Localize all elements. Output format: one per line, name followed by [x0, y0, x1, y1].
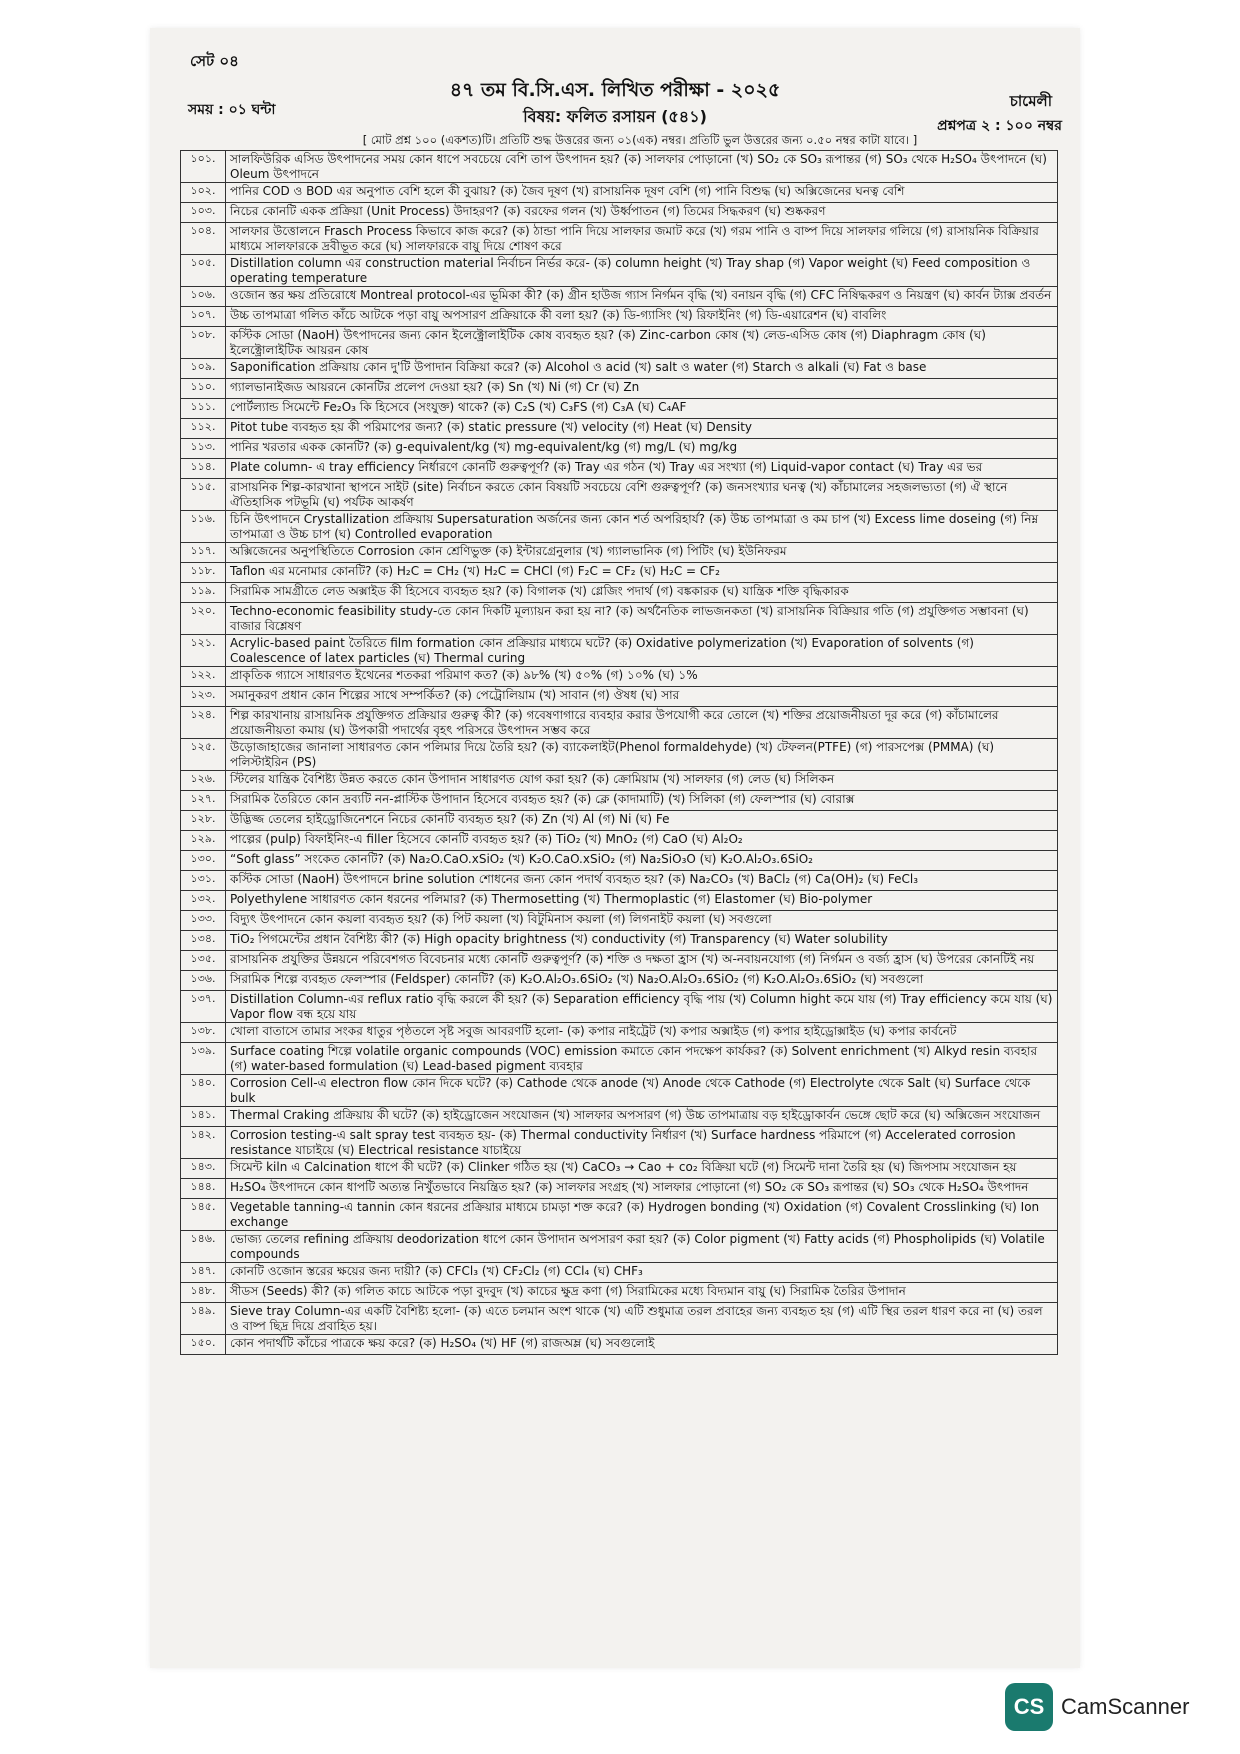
question-row	[181, 635, 1058, 667]
question-text: Surface coating শিল্পে volatile organic compounds (VOC) emission কমাতে কোন পদক্ষেপ কার্যকর? (ক) Solvent enrichment (খ) Alkyd resin ব্যবহার (গ) water-based formulation (ঘ) Lead-based pigment ব্যবহার	[226, 1043, 1058, 1075]
question-row	[181, 379, 1058, 399]
question-row	[181, 151, 1058, 183]
question-text: পানির COD ও BOD এর অনুপাত বেশি হলে কী বুঝায়? (ক) জৈব দূষণ (খ) রাসায়নিক দূষণ বেশি (গ) পানি বিশুদ্ধ (ঘ) অক্সিজেনের ঘনত্ব বেশি	[226, 183, 1058, 203]
question-number: ১৩৯.	[181, 1043, 226, 1075]
camscanner-badge-icon: CS	[1005, 1683, 1053, 1731]
question-number: ১০৫.	[181, 255, 226, 287]
set-number: সেট ০৪	[190, 52, 239, 70]
question-row	[181, 1283, 1058, 1303]
questions-table	[180, 150, 1058, 1355]
question-number: ১৪৯.	[181, 1303, 226, 1335]
question-number: ১৩০.	[181, 851, 226, 871]
question-text: উদ্ভিজ্জ তেলের হাইড্রোজিনেশনে নিচের কোনটি ব্যবহৃত হয়? (ক) Zn (খ) Al (গ) Ni (ঘ) Fe	[226, 811, 1058, 831]
question-text: Acrylic-based paint তৈরিতে film formation কোন প্রক্রিয়ার মাধ্যমে ঘটে? (ক) Oxidative polymerization (খ) Evaporation of solvents (গ) Coalescence of latex particles (ঘ) Thermal curing	[226, 635, 1058, 667]
question-row	[181, 687, 1058, 707]
question-number: ১১০.	[181, 379, 226, 399]
question-text: স্টিলের যান্ত্রিক বৈশিষ্ট্য উন্নত করতে কোন উপাদান সাধারণত যোগ করা হয়? (ক) ক্রোমিয়াম (খ) সালফার (গ) লেড (ঘ) সিলিকন	[226, 771, 1058, 791]
question-row	[181, 479, 1058, 511]
question-row	[181, 1159, 1058, 1179]
question-text: রাসায়নিক প্রযুক্তির উন্নয়নে পরিবেশগত বিবেচনার মধ্যে কোনটি গুরুত্বপূর্ণ? (ক) শক্তি ও দক্ষতা হ্রাস (খ) অ-নবায়নযোগ্য (গ) নির্গমন ও বর্জ্য হ্রাস (ঘ) উপরের কোনটিই নয়	[226, 951, 1058, 971]
question-row	[181, 971, 1058, 991]
question-number: ১৪৬.	[181, 1231, 226, 1263]
question-row	[181, 307, 1058, 327]
question-number: ১৩৭.	[181, 991, 226, 1023]
question-text: সালফার উত্তোলনে Frasch Process কিভাবে কাজ করে? (ক) ঠান্ডা পানি দিয়ে সালফার জমাট করে (খ) গরম পানি ও বাষ্প দিয়ে সালফার গলিয়ে (গ) রাসায়নিক বিক্রিয়ার মাধ্যমে সালফারকে দ্রবীভূত করে (ঘ) সালফারকে বায়ু দিয়ে শোষণ করে	[226, 223, 1058, 255]
question-text: Distillation column এর construction material নির্বাচন নির্ভর করে- (ক) column height (খ) Tray shap (গ) Vapor weight (ঘ) Feed composition ও operating temperature	[226, 255, 1058, 287]
question-text: পোর্টল্যান্ড সিমেন্টে Fe₂O₃ কি হিসেবে (সংযুক্ত) থাকে? (ক) C₂S (খ) C₃FS (গ) C₃A (ঘ) C₄AF	[226, 399, 1058, 419]
question-number: ১১৬.	[181, 511, 226, 543]
question-row	[181, 1043, 1058, 1075]
question-text: চিনি উৎপাদনে Crystallization প্রক্রিয়ায় Supersaturation অর্জনের জন্য কোন শর্ত অপরিহার্য? (ক) উচ্চ তাপমাত্রা ও কম চাপ (খ) Excess lime doseing (গ) নিম্ন তাপমাত্রা ও উচ্চ চাপ (ঘ) Controlled evaporation	[226, 511, 1058, 543]
exam-time: সময় : ০১ ঘন্টা	[188, 102, 276, 118]
question-text: নিচের কোনটি একক প্রক্রিয়া (Unit Process) উদাহরণ? (ক) বরফের গলন (খ) উর্ধ্বপাতন (গ) তিমের সিদ্ধকরণ (ঘ) শুষ্ককরণ	[226, 203, 1058, 223]
question-row	[181, 791, 1058, 811]
question-text: Techno-economic feasibility study-তে কোন দিকটি মূল্যায়ন করা হয় না? (ক) অর্থনৈতিক লাভজনকতা (খ) রাসায়নিক বিক্রিয়ার গতি (গ) প্রযুক্তিগত সম্ভাবনা (ঘ) বাজার বিশ্লেষণ	[226, 603, 1058, 635]
question-row	[181, 851, 1058, 871]
question-text: রাসায়নিক শিল্প-কারখানা স্থাপনে সাইট (site) নির্বাচন করতে কোন বিষয়টি সবচেয়ে বেশি গুরুত্বপূর্ণ? (ক) জনসংখ্যার ঘনত্ব (খ) কাঁচামালের সহজলভ্যতা (গ) ঐ স্থানে ঐতিহাসিক পটভূমি (ঘ) পর্যটক আকর্ষণ	[226, 479, 1058, 511]
question-number: ১১৫.	[181, 479, 226, 511]
question-text: Corrosion testing-এ salt spray test ব্যবহৃত হয়- (ক) Thermal conductivity নির্ধারণ (খ) Surface hardness পরিমাপে (গ) Accelerated corrosion resistance যাচাইয়ে (ঘ) Electrical resistance যাচাইয়ে	[226, 1127, 1058, 1159]
question-row	[181, 991, 1058, 1023]
question-number: ১৪২.	[181, 1127, 226, 1159]
question-text: বিদ্যুৎ উৎপাদনে কোন কয়লা ব্যবহৃত হয়? (ক) পিট কয়লা (খ) বিটুমিনাস কয়লা (গ) লিগনাইট কয়লা (ঘ) সবগুলো	[226, 911, 1058, 931]
question-row	[181, 183, 1058, 203]
question-row	[181, 1179, 1058, 1199]
question-text: Vegetable tanning-এ tannin কোন ধরনের প্রক্রিয়ার মাধ্যমে চামড়া শক্ত করে? (ক) Hydrogen bonding (খ) Oxidation (গ) Covalent Crosslinking (ঘ) Ion exchange	[226, 1199, 1058, 1231]
question-text: পানির খরতার একক কোনটি? (ক) g-equivalent/kg (খ) mg-equivalent/kg (গ) mg/L (ঘ) mg/kg	[226, 439, 1058, 459]
question-number: ১০৬.	[181, 287, 226, 307]
question-row	[181, 223, 1058, 255]
question-row	[181, 1023, 1058, 1043]
question-text: উড়োজাহাজের জানালা সাধারণত কোন পলিমার দিয়ে তৈরি হয়? (ক) ব্যাকেলাইট(Phenol formaldehyde) (খ) টেফলন(PTFE) (গ) পারসপেক্স (PMMA) (ঘ) পলিস্টাইরিন (PS)	[226, 739, 1058, 771]
question-row	[181, 255, 1058, 287]
question-text: কস্টিক সোডা (NaoH) উৎপাদনের জন্য কোন ইলেক্ট্রোলাইটিক কোষ ব্যবহৃত হয়? (ক) Zinc-carbon কোষ (খ) লেড-এসিড কোষ (গ) Diaphragm কোষ (ঘ) ইলেক্ট্রোলাইটিক আয়রন কোষ	[226, 327, 1058, 359]
question-row	[181, 1263, 1058, 1283]
question-number: ১২১.	[181, 635, 226, 667]
question-number: ১০৪.	[181, 223, 226, 255]
question-text: Corrosion Cell-এ electron flow কোন দিকে ঘটে? (ক) Cathode থেকে anode (খ) Anode থেকে Cathode (গ) Electrolyte থেকে Salt (ঘ) Surface থেকে bulk	[226, 1075, 1058, 1107]
question-number: ১০৯.	[181, 359, 226, 379]
question-text: ভোজ্য তেলের refining প্রক্রিয়ায় deodorization ধাপে কোন উপাদান অপসারণ করা হয়? (ক) Color pigment (খ) Fatty acids (গ) Phospholipids (ঘ) Volatile compounds	[226, 1231, 1058, 1263]
question-row	[181, 739, 1058, 771]
question-text: সিমেন্ট kiln এ Calcination ধাপে কী ঘটে? (ক) Clinker গঠিত হয় (খ) CaCO₃ → Cao + co₂ বিক্রিয়া ঘটে (গ) সিমেন্ট দানা তৈরি হয় (ঘ) জিপসাম সংযোজন হয়	[226, 1159, 1058, 1179]
question-number: ১২৮.	[181, 811, 226, 831]
question-number: ১২০.	[181, 603, 226, 635]
question-text: H₂SO₄ উৎপাদনে কোন ধাপটি অত্যন্ত নিখুঁতভাবে নিয়ন্ত্রিত হয়? (ক) সালফার সংগ্রহ (খ) সালফার পোড়ানো (গ) SO₂ কে SO₃ রূপান্তর (ঘ) SO₃ থেকে H₂SO₄ উৎপাদন	[226, 1179, 1058, 1199]
exam-paper	[150, 28, 1080, 1668]
question-text: সিরামিক তৈরিতে কোন দ্রব্যটি নন-প্লাস্টিক উপাদান হিসেবে ব্যবহৃত হয়? (ক) ক্লে (কাদামাটি) (খ) সিলিকা (গ) ফেলস্পার (ঘ) বোরাক্স	[226, 791, 1058, 811]
question-row	[181, 563, 1058, 583]
question-number: ১১৮.	[181, 563, 226, 583]
question-number: ১০১.	[181, 151, 226, 183]
question-number: ১৪১.	[181, 1107, 226, 1127]
paper-number: প্রশ্নপত্র ২ : ১০০ নম্বর	[937, 118, 1062, 134]
question-number: ১২৪.	[181, 707, 226, 739]
question-text: উচ্চ তাপমাত্রা গলিত কাঁচে আটকে পড়া বায়ু অপসারণ প্রক্রিয়াকে কী বলা হয়? (ক) ডি-গ্যাসিং (খ) রিফাইনিং (গ) ডি-এয়ারেশন (ঘ) বাবলিং	[226, 307, 1058, 327]
question-number: ১৪৮.	[181, 1283, 226, 1303]
question-row	[181, 419, 1058, 439]
question-row	[181, 707, 1058, 739]
question-row	[181, 543, 1058, 563]
question-row	[181, 287, 1058, 307]
question-number: ১৪৩.	[181, 1159, 226, 1179]
question-row	[181, 891, 1058, 911]
question-row	[181, 771, 1058, 791]
question-row	[181, 327, 1058, 359]
question-text: TiO₂ পিগমেন্টের প্রধান বৈশিষ্ট্য কী? (ক) High opacity brightness (খ) conductivity (গ) Transparency (ঘ) Water solubility	[226, 931, 1058, 951]
question-text: পাল্পের (pulp) বিফাইনিং-এ filler হিসেবে কোনটি ব্যবহৃত হয়? (ক) TiO₂ (খ) MnO₂ (গ) CaO (ঘ) Al₂O₂	[226, 831, 1058, 851]
question-row	[181, 667, 1058, 687]
question-number: ১০৭.	[181, 307, 226, 327]
question-text: Sieve tray Column-এর একটি বৈশিষ্ট্য হলো- (ক) এতে চলমান অংশ থাকে (খ) এটি শুধুমাত্র তরল প্রবাহের জন্য ব্যবহৃত হয় (গ) এটি স্থির তরল ধারণ করে না (ঘ) তরল ও বাষ্প ছিদ্র দিয়ে প্রবাহিত হয়।	[226, 1303, 1058, 1335]
question-number: ১১৯.	[181, 583, 226, 603]
question-number: ১৩৬.	[181, 971, 226, 991]
question-row	[181, 811, 1058, 831]
question-row	[181, 603, 1058, 635]
question-row	[181, 511, 1058, 543]
question-number: ১২৯.	[181, 831, 226, 851]
question-text: শিল্প কারখানায় রাসায়নিক প্রযুক্তিগত প্রক্রিয়ার গুরুত্ব কী? (ক) গবেষণাগারে ব্যবহার করার উপযোগী করে তোলে (খ) শক্তির প্রয়োজনীয়তা দূর করে (গ) কাঁচামালের প্রয়োজনীয়তা কমায় (ঘ) উপকারী পদার্থের বৃহৎ পরিসরে উৎপাদন সম্ভব করে	[226, 707, 1058, 739]
question-row	[181, 1303, 1058, 1335]
question-row	[181, 871, 1058, 891]
question-row	[181, 399, 1058, 419]
question-number: ১০৩.	[181, 203, 226, 223]
question-number: ১৩১.	[181, 871, 226, 891]
question-text: “Soft glass” সংকেত কোনটি? (ক) Na₂O.CaO.xSiO₂ (খ) K₂O.CaO.xSiO₂ (গ) Na₂SiO₃O (ঘ) K₂O.Al₂O₃.6SiO₂	[226, 851, 1058, 871]
question-number: ১১২.	[181, 419, 226, 439]
question-text: Polyethylene সাধারণত কোন ধরনের পলিমার? (ক) Thermosetting (খ) Thermoplastic (গ) Elastomer (ঘ) Bio-polymer	[226, 891, 1058, 911]
question-row	[181, 439, 1058, 459]
question-number: ১১৭.	[181, 543, 226, 563]
question-text: কোন পদার্থটি কাঁচের পাত্রকে ক্ষয় করে? (ক) H₂SO₄ (খ) HF (গ) রাজঅম্ল (ঘ) সবগুলোই	[226, 1335, 1058, 1355]
question-text: ওজোন স্তর ক্ষয় প্রতিরোধে Montreal protocol-এর ভূমিকা কী? (ক) গ্রীন হাউজ গ্যাস নির্গমন বৃদ্ধি (খ) বনায়ন বৃদ্ধি (গ) CFC নিষিদ্ধকরণ ও নিয়ন্ত্রণ (ঘ) কার্বন ট্যাক্স প্রবর্তন	[226, 287, 1058, 307]
question-text: প্রাকৃতিক গ্যাসে সাধারণত ইথেনের শতকরা পরিমাণ কত? (ক) ৯৮% (খ) ৫০% (গ) ১০% (ঘ) ১%	[226, 667, 1058, 687]
question-row	[181, 459, 1058, 479]
question-row	[181, 911, 1058, 931]
question-number: ১৪৭.	[181, 1263, 226, 1283]
question-row	[181, 203, 1058, 223]
question-text: কোনটি ওজোন স্তরের ক্ষয়ের জন্য দায়ী? (ক) CFCl₃ (খ) CF₂Cl₂ (গ) CCl₄ (ঘ) CHF₃	[226, 1263, 1058, 1283]
question-text: Distillation Column-এর reflux ratio বৃদ্ধি করলে কী হয়? (ক) Separation efficiency বৃদ্ধি পায় (খ) Column hight কমে যায় (গ) Tray efficiency কমে যায় (ঘ) Vapor flow বন্ধ হয়ে যায়	[226, 991, 1058, 1023]
question-number: ১৩২.	[181, 891, 226, 911]
question-number: ১৪৪.	[181, 1179, 226, 1199]
question-text: সালফিউরিক এসিড উৎপাদনের সময় কোন ধাপে সবচেয়ে বেশি তাপ উৎপাদন হয়? (ক) সালফার পোড়ানো (খ) SO₂ কে SO₃ রূপান্তর (গ) SO₃ থেকে H₂SO₄ উৎপাদনে (ঘ) Oleum উৎপাদনে	[226, 151, 1058, 183]
question-text: খোলা বাতাসে তামার সংকর ধাতুর পৃষ্ঠতলে সৃষ্ট সবুজ আবরণটি হলো- (ক) কপার নাইট্রেট (খ) কপার অক্সাইড (গ) কপার হাইড্রোক্সাইড (ঘ) কপার কার্বনেট	[226, 1023, 1058, 1043]
question-text: Thermal Craking প্রক্রিয়ায় কী ঘটে? (ক) হাইড্রোজেন সংযোজন (খ) সালফার অপসারণ (গ) উচ্চ তাপমাত্রায় বড় হাইড্রোকার্বন ভেঙ্গে ছোট করে (ঘ) অক্সিজেন সংযোজন	[226, 1107, 1058, 1127]
question-number: ১৩৫.	[181, 951, 226, 971]
question-number: ১৩৩.	[181, 911, 226, 931]
question-number: ১১৪.	[181, 459, 226, 479]
question-text: অক্সিজেনের অনুপস্থিতিতে Corrosion কোন শ্রেণিভুক্ত (ক) ইন্টারগ্রেনুলার (খ) গ্যালভানিক (গ) পিটিং (ঘ) ইউনিফরম	[226, 543, 1058, 563]
question-text: গ্যালভানাইজড আয়রনে কোনটির প্রলেপ দেওয়া হয়? (ক) Sn (খ) Ni (গ) Cr (ঘ) Zn	[226, 379, 1058, 399]
question-number: ১৩৪.	[181, 931, 226, 951]
question-row	[181, 1127, 1058, 1159]
set-name: চামেলী	[1009, 92, 1052, 110]
question-text: সমানুকরণ প্রধান কোন শিল্পের সাথে সম্পর্কিত? (ক) পেট্রোলিয়াম (খ) সাবান (গ) ঔষধ (ঘ) সার	[226, 687, 1058, 707]
question-row	[181, 1231, 1058, 1263]
question-row	[181, 1107, 1058, 1127]
question-row	[181, 831, 1058, 851]
question-text: Plate column- এ tray efficiency নির্ধারণে কোনটি গুরুত্বপূর্ণ? (ক) Tray এর গঠন (খ) Tray এর সংখ্যা (গ) Liquid-vapor contact (ঘ) Tray এর ভর	[226, 459, 1058, 479]
question-row	[181, 583, 1058, 603]
question-number: ১১৩.	[181, 439, 226, 459]
exam-subject: বিষয়: ফলিত রসায়ন (৫৪১)	[523, 107, 707, 126]
question-row	[181, 951, 1058, 971]
question-row	[181, 1075, 1058, 1107]
question-number: ১২২.	[181, 667, 226, 687]
question-number: ১৩৮.	[181, 1023, 226, 1043]
camscanner-logo	[1005, 1683, 1189, 1731]
exam-title: ৪৭ তম বি.সি.এস. লিখিত পরীক্ষা - ২০২৫	[449, 79, 781, 101]
question-text: সীডস (Seeds) কী? (ক) গলিত কাচে আটকে পড়া বুদবুদ (খ) কাচের ক্ষুদ্র কণা (গ) সিরামিকের মধ্যে বিদ্যমান বায়ু (ঘ) সিরামিক তৈরির উপাদান	[226, 1283, 1058, 1303]
question-number: ১৪০.	[181, 1075, 226, 1107]
question-row	[181, 1199, 1058, 1231]
question-number: ১১১.	[181, 399, 226, 419]
question-text: কস্টিক সোডা (NaoH) উৎপাদনে brine solution শোধনের জন্য কোন পদার্থ ব্যবহৃত হয়? (ক) Na₂CO₃ (খ) BaCl₂ (গ) Ca(OH)₂ (ঘ) FeCl₃	[226, 871, 1058, 891]
question-number: ১০২.	[181, 183, 226, 203]
question-number: ১২৩.	[181, 687, 226, 707]
question-row	[181, 931, 1058, 951]
question-text: Taflon এর মনোমার কোনটি? (ক) H₂C = CH₂ (খ) H₂C = CHCl (গ) F₂C = CF₂ (ঘ) H₂C = CF₂	[226, 563, 1058, 583]
question-number: ১২৫.	[181, 739, 226, 771]
question-row	[181, 359, 1058, 379]
question-number: ১২৭.	[181, 791, 226, 811]
camscanner-text: CamScanner	[1061, 1694, 1190, 1719]
exam-instructions: [ মোট প্রশ্ন ১০০ (একশত)টি। প্রতিটি শুদ্ধ উত্তরের জন্য ০১(এক) নম্বর। প্রতিটি ভুল উত্তরের জন্য ০.৫০ নম্বর কাটা যাবে। ]	[362, 133, 918, 147]
question-number: ১৪৫.	[181, 1199, 226, 1231]
question-number: ১২৬.	[181, 771, 226, 791]
question-number: ১০৮.	[181, 327, 226, 359]
question-text: Pitot tube ব্যবহৃত হয় কী পরিমাপের জন্য? (ক) static pressure (খ) velocity (গ) Heat (ঘ) Density	[226, 419, 1058, 439]
question-row	[181, 1335, 1058, 1355]
question-text: সিরামিক শিল্পে ব্যবহৃত ফেলস্পার (Feldsper) কোনটি? (ক) K₂O.Al₂O₃.6SiO₂ (খ) Na₂O.Al₂O₃.6SiO₂ (গ) K₂O.Al₂O₃.6SiO₂ (ঘ) সবগুলো	[226, 971, 1058, 991]
question-text: Saponification প্রক্রিয়ায় কোন দু'টি উপাদান বিক্রিয়া করে? (ক) Alcohol ও acid (খ) salt ও water (গ) Starch ও alkali (ঘ) Fat ও base	[226, 359, 1058, 379]
question-number: ১৫০.	[181, 1335, 226, 1355]
question-text: সিরামিক সামগ্রীতে লেড অক্সাইড কী হিসেবে ব্যবহৃত হয়? (ক) বিগালক (খ) গ্লেজিং পদার্থ (গ) বঙ্ককারক (ঘ) যান্ত্রিক শক্তি বৃদ্ধিকারক	[226, 583, 1058, 603]
